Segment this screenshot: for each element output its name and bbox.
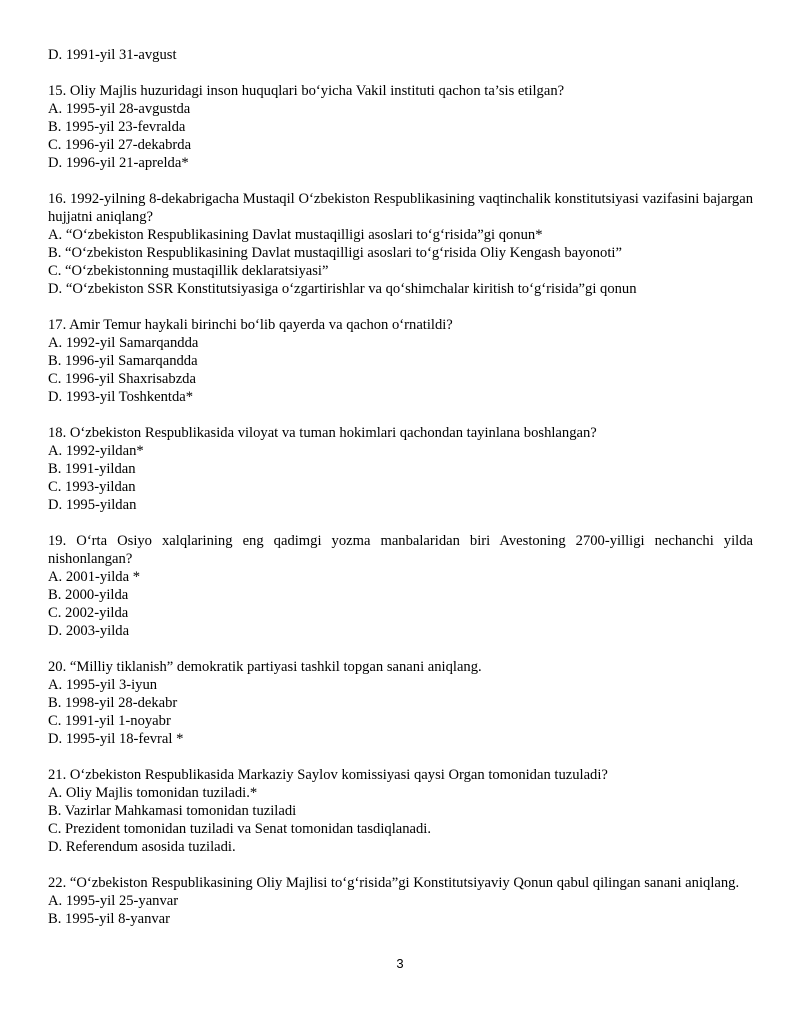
answer-option: C. 1993-yildan [48, 479, 136, 495]
answer-option: A. 1995-yil 3-iyun [48, 677, 158, 693]
answer-option: D. 1995-yildan [48, 497, 137, 513]
answer-option: A. 1995-yil 25-yanvar [48, 893, 179, 909]
answer-option: B. 1998-yil 28-dekabr [48, 695, 178, 711]
answer-option: B. “O‘zbekiston Respublikasining Davlat mustaqilligi asoslari to‘g‘risida Oliy Kengash bayonoti” [48, 245, 622, 261]
answer-option: D. 1996-yil 21-aprelda* [48, 155, 189, 171]
spacer [48, 406, 753, 424]
answer-option: A. Oliy Majlis tomonidan tuziladi.* [48, 785, 258, 801]
spacer [48, 298, 753, 316]
answer-option: B. 1996-yil Samarqandda [48, 353, 198, 369]
answer-option: A. 1992-yil Samarqandda [48, 335, 199, 351]
question-text: 18. O‘zbekiston Respublikasida viloyat va tuman hokimlari qachondan tayinlana boshlangan? [48, 425, 597, 441]
question-text: 22. “O‘zbekiston Respublikasining Oliy Majlisi to‘g‘risida”gi Konstitutsiyaviy Qonun qabul qilingan sanani aniqlang. [48, 875, 740, 891]
answer-option: D. Referendum asosida tuziladi. [48, 839, 236, 855]
question-text: 15. Oliy Majlis huzuridagi inson huquqlari bo‘yicha Vakil instituti qachon ta’sis etilgan? [48, 83, 565, 99]
answer-option: C. 1996-yil 27-dekabrda [48, 137, 192, 153]
answer-option: C. 1996-yil Shaxrisabzda [48, 371, 196, 387]
answer-option: B. 1995-yil 23-fevralda [48, 119, 186, 135]
answer-option: C. 2002-yilda [48, 605, 129, 621]
question-block-17 [48, 316, 753, 406]
question-text: 19. O‘rta Osiyo xalqlarining eng qadimgi yozma manbalaridan biri Avestoning 2700-yilligi nechanchi yilda nishonlangan? [48, 533, 753, 567]
question-block-21 [48, 766, 753, 856]
question-block-22 [48, 874, 753, 928]
question-text: 20. “Milliy tiklanish” demokratik partiyasi tashkil topgan sanani aniqlang. [48, 659, 482, 675]
answer-option: D. “O‘zbekiston SSR Konstitutsiyasiga o‘zgartirishlar va qo‘shimchalar kiritish to‘g‘risida”gi qonun [48, 281, 637, 297]
answer-option: A. 1992-yildan* [48, 443, 144, 459]
question-block-20 [48, 658, 753, 748]
spacer [48, 172, 753, 190]
question-block-18 [48, 424, 753, 514]
answer-option: B. Vazirlar Mahkamasi tomonidan tuziladi [48, 803, 297, 819]
question-text: 16. 1992-yilning 8-dekabrigacha Mustaqil O‘zbekiston Respublikasining vaqtinchalik konstitutsiyasi vazifasini bajargan hujjatni aniqlang? [48, 191, 753, 225]
question-text: 17. Amir Temur haykali birinchi bo‘lib qayerda va qachon o‘rnatildi? [48, 317, 453, 333]
answer-option: C. Prezident tomonidan tuziladi va Senat tomonidan tasdiqlanadi. [48, 821, 432, 837]
leading-option: D. 1991-yil 31-avgust [48, 47, 177, 63]
question-block-19 [48, 532, 753, 640]
answer-option: A. “O‘zbekiston Respublikasining Davlat mustaqilligi asoslari to‘g‘risida”gi qonun* [48, 227, 543, 243]
page-number: 3 [396, 956, 404, 971]
answer-option: C. 1991-yil 1-noyabr [48, 713, 171, 729]
document-page [48, 46, 753, 928]
question-block-16 [48, 190, 753, 298]
answer-option: D. 2003-yilda [48, 623, 130, 639]
answer-option: B. 1995-yil 8-yanvar [48, 911, 170, 927]
spacer [48, 514, 753, 532]
answer-option: B. 2000-yilda [48, 587, 129, 603]
spacer [48, 748, 753, 766]
spacer [48, 640, 753, 658]
question-text: 21. O‘zbekiston Respublikasida Markaziy Saylov komissiyasi qaysi Organ tomonidan tuzuladi? [48, 767, 608, 783]
answer-option: D. 1993-yil Toshkentda* [48, 389, 194, 405]
spacer [48, 856, 753, 874]
answer-option: A. 2001-yilda * [48, 569, 141, 585]
answer-option: C. “O‘zbekistonning mustaqillik deklaratsiyasi” [48, 263, 329, 279]
question-block-15 [48, 82, 753, 172]
answer-option: D. 1995-yil 18-fevral * [48, 731, 184, 747]
answer-option: A. 1995-yil 28-avgustda [48, 101, 191, 117]
answer-option: B. 1991-yildan [48, 461, 136, 477]
spacer [48, 64, 753, 82]
